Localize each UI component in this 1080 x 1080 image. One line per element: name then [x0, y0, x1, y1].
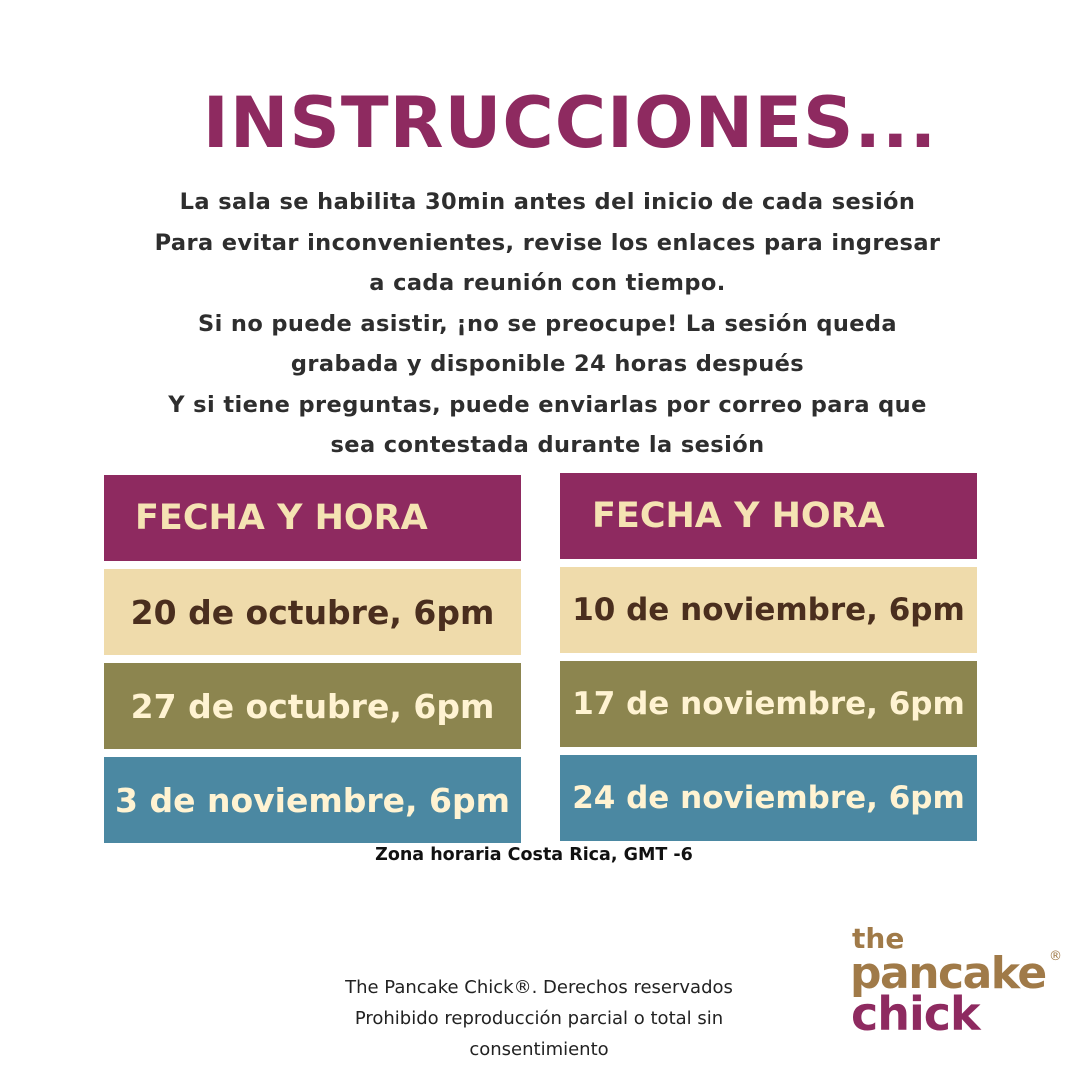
instruction-line: Para evitar inconvenientes, revise los enlaces para ingresar [154, 229, 941, 256]
schedule-header: FECHA Y HORA [104, 475, 521, 561]
schedule-date: 20 de octubre, 6pm [104, 569, 521, 655]
copyright-footer [300, 972, 778, 1065]
timezone-note: Zona horaria Costa Rica, GMT -6 [375, 845, 693, 865]
schedule-date: 24 de noviembre, 6pm [560, 755, 977, 841]
instruction-line: La sala se habilita 30min antes del inicio de cada sesión [179, 189, 916, 215]
instruction-line: Si no puede asistir, ¡no se preocupe! La sesión queda [197, 310, 898, 337]
instruction-line: grabada y disponible 24 horas después [290, 351, 805, 377]
instruction-line: a cada reunión con tiempo. [369, 270, 726, 296]
footer-line: consentimiento [469, 1039, 609, 1060]
instruction-line: Y si tiene preguntas, puede enviarlas por correo para que [168, 391, 927, 418]
page-title: INSTRUCCIONES... [202, 82, 938, 164]
schedule-column-left [104, 475, 521, 851]
logo-word-chick: chick [851, 987, 980, 1039]
instruction-line: sea contestada durante la sesión [330, 432, 765, 458]
schedule-date: 27 de octubre, 6pm [104, 663, 521, 749]
footer-line: Prohibido reproducción parcial o total sin [354, 1008, 724, 1029]
schedule-date: 3 de noviembre, 6pm [104, 757, 521, 843]
logo-registered-mark: ® [1049, 949, 1062, 964]
logo-word-pancake: pancake [850, 948, 1046, 999]
schedule-column-right [560, 473, 977, 849]
footer-line: The Pancake Chick®. Derechos reservados [345, 977, 733, 998]
schedule-date: 10 de noviembre, 6pm [560, 567, 977, 653]
logo-word-the: the [852, 924, 905, 955]
pancake-chick-logo [850, 924, 1065, 1039]
instructions-text [60, 182, 1035, 466]
schedule-header: FECHA Y HORA [560, 473, 977, 559]
schedule-date: 17 de noviembre, 6pm [560, 661, 977, 747]
